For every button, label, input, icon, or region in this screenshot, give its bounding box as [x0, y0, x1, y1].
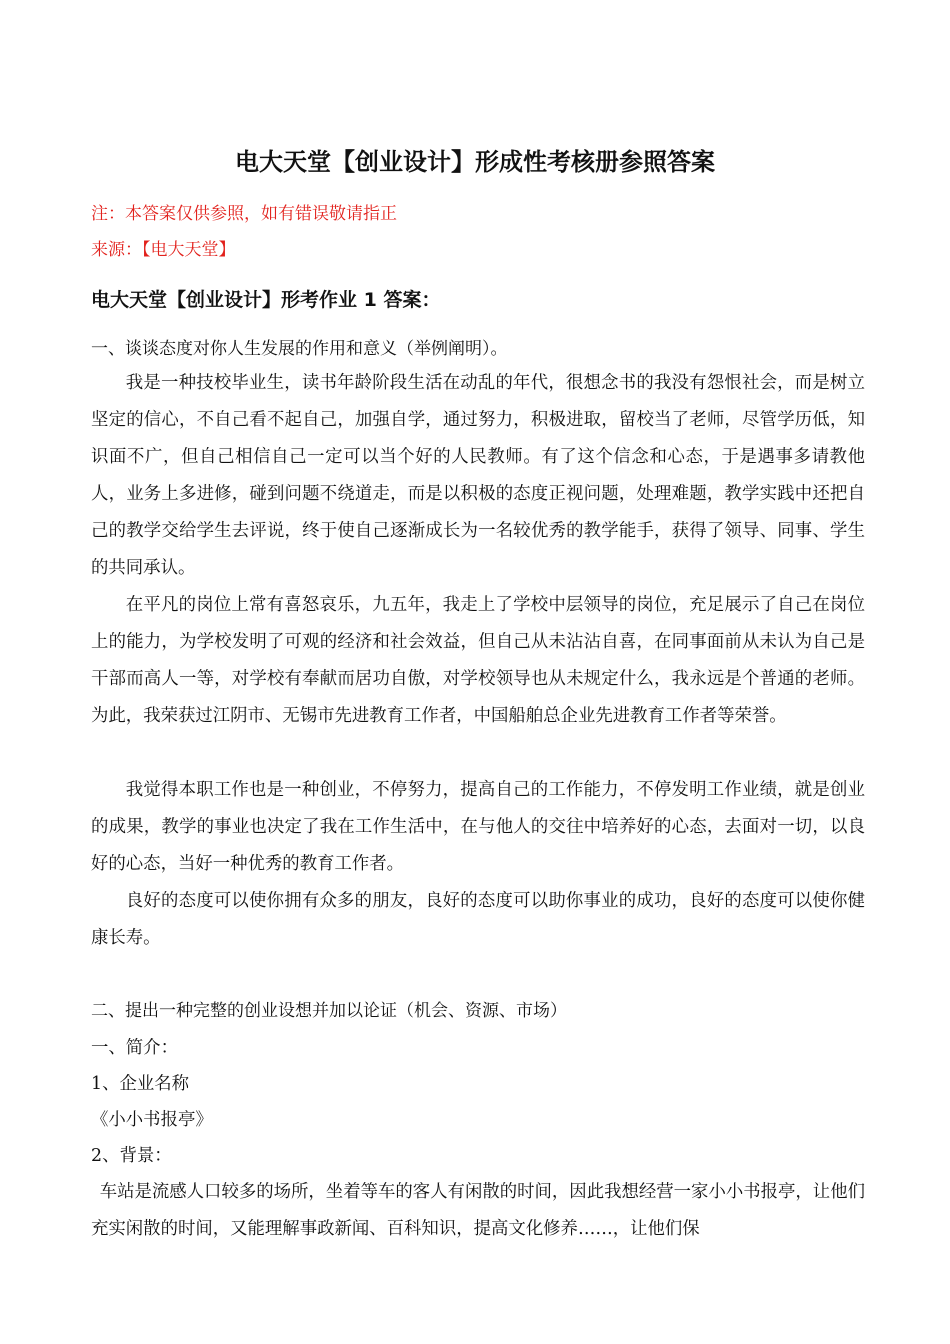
answer-paragraph: 在平凡的岗位上常有喜怒哀乐，九五年，我走上了学校中层领导的岗位，充足展示了自己在岗位上的能力，为学校发明了可观的经济和社会效益，但自己从未沾沾自喜，在同事面前从未认为自己是干部而高人一等，对学校有奉献而居功自傲，对学校领导也从未规定什么，我永远是个普通的老师。为此，我荣获过江阴市、无锡市先进教育工作者，中国船舶总企业先进教育工作者等荣誉。 [91, 595, 865, 726]
question-2: 二、提出一种完整的创业设想并加以论证（机会、资源、市场） [91, 1001, 567, 1021]
question-1: 一、谈谈态度对你人生发展的作用和意义（举例阐明）。 [91, 339, 508, 359]
company-name-heading: 1、企业名称 [91, 1074, 190, 1094]
background-heading: 2、背景： [91, 1146, 172, 1166]
answer-paragraph: 我觉得本职工作也是一种创业，不停努力，提高自己的工作能力，不停发明工作业绩，就是创业的成果，教学的事业也决定了我在工作生活中，在与他人的交往中培养好的心态，去面对一切，以良好的心态，当好一种优秀的教育工作者。 [91, 780, 865, 874]
background-paragraph: 车站是流感人口较多的场所，坐着等车的客人有闲散的时间，因此我想经营一家小小书报亭，让他们充实闲散的时间，又能理解事政新闻、百科知识，提高文化修养……，让他们保 [91, 1182, 865, 1239]
answer-paragraph: 我是一种技校毕业生，读书年龄阶段生活在动乱的年代，很想念书的我没有怨恨社会，而是树立坚定的信心，不自己看不起自己，加强自学，通过努力，积极进取，留校当了老师，尽管学历低，知识面不广，但自己相信自己一定可以当个好的人民教师。有了这个信念和心态，于是遇事多请教他人，业务上多进修，碰到问题不绕道走，而是以积极的态度正视问题，处理难题，教学实践中还把自己的教学交给学生去评说，终于使自己逐渐成长为一名较优秀的教学能手，获得了领导、同事、学生的共同承认。 [91, 373, 865, 578]
source-note: 来源：【电大天堂】 [91, 240, 236, 260]
answer-paragraph: 良好的态度可以使你拥有众多的朋友，良好的态度可以助你事业的成功，良好的态度可以使你健康长寿。 [91, 891, 865, 948]
company-name-value: 《小小书报亭》 [91, 1110, 213, 1130]
intro-heading: 一、简介： [91, 1038, 178, 1058]
document-title: 电大天堂【创业设计】形成性考核册参照答案 [235, 148, 715, 176]
assignment-heading: 电大天堂【创业设计】形考作业 1 答案： [91, 289, 441, 311]
disclaimer-note: 注：本答案仅供参照，如有错误敬请指正 [91, 204, 397, 224]
